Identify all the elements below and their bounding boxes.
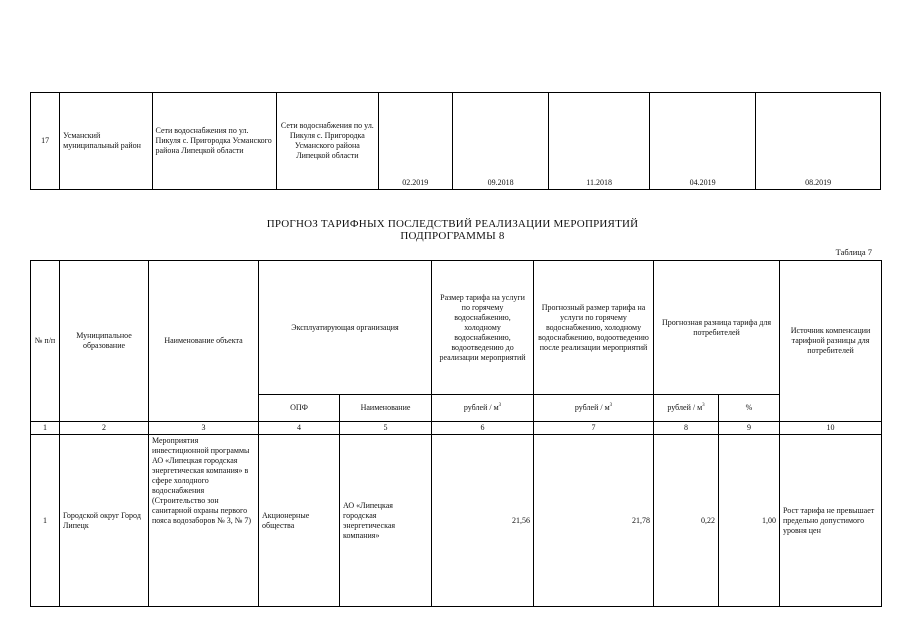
unit-label: рублей / м	[463, 403, 499, 412]
header-object: Наименование объекта	[149, 261, 259, 422]
object-cell: Мероприятия инвестиционной программы АО «Липецкая городская энергетическая компания» в сфере холодного водоснабжения (Строительство зон санитарной охраны первого пояса водозаборов № 3, № 7)	[149, 435, 259, 607]
column-number-row	[31, 422, 882, 435]
difference-rub-cell: 0,22	[654, 435, 719, 607]
table-row	[31, 435, 882, 607]
column-number: 5	[340, 422, 432, 435]
unit-label: рублей / м	[574, 403, 610, 412]
unit-rub-after	[534, 395, 654, 422]
header-name: Наименование	[340, 395, 432, 422]
header-opf: ОПФ	[259, 395, 340, 422]
date-cell: 02.2019	[378, 93, 452, 190]
header-source: Источник компенсации тарифной разницы для потребителей	[780, 261, 882, 422]
column-number: 9	[719, 422, 780, 435]
tariff-before-cell: 21,56	[432, 435, 534, 607]
column-number: 10	[780, 422, 882, 435]
header-tariff-before: Размер тарифа на услуги по горячему водоснабжению, холодному водоснабжению, водоотведению до реализации мероприятий	[432, 261, 534, 395]
unit-exponent: 3	[498, 403, 502, 408]
date-cell: 09.2018	[452, 93, 548, 190]
table-row	[31, 93, 881, 190]
date-cell: 04.2019	[649, 93, 756, 190]
unit-exponent: 3	[702, 403, 705, 408]
column-number: 6	[432, 422, 534, 435]
column-number: 8	[654, 422, 719, 435]
header-row	[31, 261, 882, 395]
title-line-1: ПРОГНОЗ ТАРИФНЫХ ПОСЛЕДСТВИЙ РЕАЛИЗАЦИИ МЕРОПРИЯТИЙ	[266, 218, 639, 230]
previous-table-fragment	[30, 92, 881, 190]
page-title	[0, 218, 905, 242]
unit-pct: %	[719, 395, 780, 422]
header-difference: Прогнозная разница тарифа для потребителей	[654, 261, 780, 395]
header-municipality: Муниципальное образование	[60, 261, 149, 422]
difference-pct-cell: 1,00	[719, 435, 780, 607]
organization-name-cell: АО «Липецкая городская энергетическая компания»	[340, 435, 432, 607]
row-number: 1	[31, 435, 60, 607]
opf-cell: Акционерные общества	[259, 435, 340, 607]
unit-rub-before	[432, 395, 534, 422]
column-number: 1	[31, 422, 60, 435]
municipality-cell: Городской округ Город Липецк	[60, 435, 149, 607]
tariff-forecast-table	[30, 260, 882, 607]
object-cell-2: Сети водоснабжения по ул. Пикуля с. Пригородка Усманского района Липецкой области	[277, 93, 378, 190]
table-label: Таблица 7	[835, 247, 872, 257]
date-cell: 08.2019	[756, 93, 881, 190]
header-num: № п/п	[31, 261, 60, 422]
unit-label: рублей / м	[667, 403, 703, 412]
unit-exponent: 3	[609, 403, 613, 408]
header-operator: Эксплуатирующая организация	[259, 261, 432, 395]
header-tariff-after: Прогнозный размер тарифа на услуги по горячему водоснабжению, холодному водоснабжению, водоотведению после реализации мероприятий	[534, 261, 654, 395]
title-line-2: ПОДПРОГРАММЫ 8	[400, 230, 505, 242]
row-number: 17	[31, 93, 60, 190]
column-number: 3	[149, 422, 259, 435]
date-cell: 11.2018	[549, 93, 649, 190]
column-number: 7	[534, 422, 654, 435]
object-cell: Сети водоснабжения по ул. Пикуля с. Пригородка Усманского района Липецкой области	[152, 93, 277, 190]
column-number: 4	[259, 422, 340, 435]
column-number: 2	[60, 422, 149, 435]
unit-rub-diff	[654, 395, 719, 422]
tariff-after-cell: 21,78	[534, 435, 654, 607]
source-cell: Рост тарифа не превышает предельно допустимого уровня цен	[780, 435, 882, 607]
municipality-cell: Усманский муниципальный район	[60, 93, 152, 190]
